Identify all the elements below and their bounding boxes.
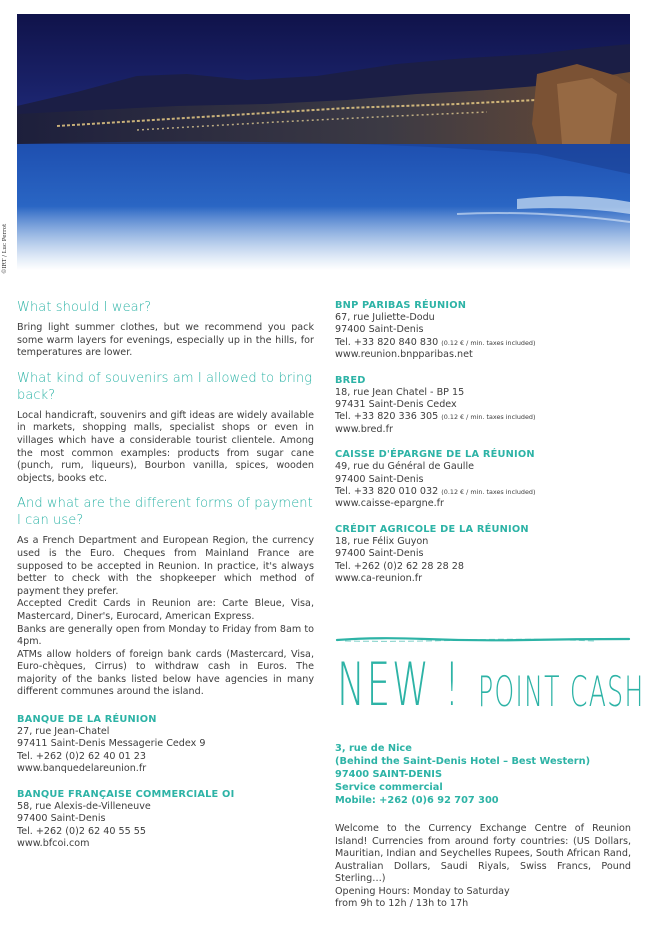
bank-street: 67, rue Juliette-Dodu: [335, 312, 435, 323]
call-rate-note: (0.12 € / min. taxes included): [441, 413, 536, 422]
bank-street: 49, rue du Général de Gaulle: [335, 461, 475, 473]
address-mobile: Mobile: +262 (0)6 92 707 300: [335, 795, 499, 806]
bank-street: 58, rue Alexis-de-Villeneuve: [17, 800, 151, 812]
bank-city: 97400 Saint-Denis: [335, 324, 424, 336]
bank-name: CRÉDIT AGRICOLE DE LA RÉUNION: [335, 523, 529, 535]
bank-city: 97400 Saint-Denis: [17, 813, 106, 825]
paragraph-atms: ATMs allow holders of foreign bank cards (Mastercard, Visa, Euro-chèques, Cirrus) to withdraw cash in Euros. The majority of the banks listed below have agencies in many different communes around the island.: [17, 648, 314, 698]
paragraph-souvenirs: Local handicraft, souvenirs and gift ideas are widely available in markets, shopping malls, specialist shops or even in villages which have a considerable tourist clientele. Among the most common examples: products from sugar cane (punch, rum, liqueurs), Bourbon vanilla, spices, wooden objects, books etc.: [17, 409, 314, 484]
bank-phone: Tel. +33 820 840 830 (0.12 € / min. taxes included): [335, 336, 536, 348]
bank-entry: [335, 299, 631, 362]
heading-souvenirs: What kind of souvenirs am I allowed to bring back?: [17, 370, 313, 403]
bank-website-link[interactable]: www.reunion.bnpparibas.net: [335, 349, 473, 361]
bank-street: 27, rue Jean-Chatel: [17, 726, 110, 738]
paragraph-what-to-wear: Bring light summer clothes, but we recommend you pack some warm layers for evenings, especially up in the hills, for temperatures are lower.: [17, 322, 314, 359]
new-label: NEW !: [337, 650, 462, 720]
paragraph-credit-cards: Accepted Credit Cards in Reunion are: Carte Bleue, Visa, Mastercard, Diner's, Eurocard, American Express.: [17, 598, 314, 622]
photo-credit: ©IRT / Luc Perrot: [2, 223, 8, 274]
bank-name: BANQUE FRANÇAISE COMMERCIALE OI: [17, 788, 235, 800]
opening-hours-days: Opening Hours: Monday to Saturday: [335, 885, 510, 897]
bank-phone: Tel. +262 (0)2 62 40 55 55: [17, 825, 147, 837]
brush-divider: [335, 630, 631, 640]
opening-hours-times: from 9h to 12h / 13h to 17h: [335, 898, 469, 909]
bank-website-link[interactable]: www.ca-reunion.fr: [335, 573, 423, 585]
bank-city: 97400 Saint-Denis: [335, 548, 424, 560]
call-rate-note: (0.12 € / min. taxes included): [441, 488, 536, 497]
bank-entry: [335, 374, 631, 437]
heading-what-to-wear: What should I wear?: [17, 300, 152, 315]
address-street: 3, rue de Nice: [335, 743, 412, 754]
bank-website-link[interactable]: www.caisse-epargne.fr: [335, 498, 444, 510]
paragraph-bank-hours: Banks are generally open from Monday to Friday from 8am to 4pm.: [17, 623, 314, 648]
bank-phone: Tel. +33 820 336 305 (0.12 € / min. taxes included): [335, 411, 536, 423]
bank-name: BANQUE DE LA RÉUNION: [17, 714, 157, 726]
bank-name: BNP PARIBAS RÉUNION: [335, 300, 467, 311]
bank-website-link[interactable]: www.bfcoi.com: [17, 837, 90, 849]
welcome-text: Welcome to the Currency Exchange Centre of Reunion Island! Currencies from around forty countries: (US Dollars, Mauritian, Indian and Seychelles Rupees, South African Rand, Australian Dollars, Saudi Riyals, Swiss Francs, Pound Sterling…): [335, 823, 631, 884]
right-column: [335, 299, 631, 598]
bank-name: CAISSE D'ÉPARGNE DE LA RÉUNION: [335, 449, 535, 461]
heading-payment: And what are the different forms of payment I can use?: [17, 496, 313, 529]
point-cash-description: [335, 823, 631, 911]
point-cash-title: [335, 648, 645, 728]
call-rate-note: (0.12 € / min. taxes included): [441, 338, 536, 347]
bank-city: 97400 Saint-Denis: [335, 473, 424, 485]
bank-phone: Tel. +262 (0)2 62 28 28 28: [335, 560, 465, 572]
left-column: [17, 299, 314, 862]
bank-website-link[interactable]: www.banquedelareunion.fr: [17, 763, 147, 775]
coastline-photo: [17, 14, 630, 270]
bank-website-link[interactable]: www.bred.fr: [335, 423, 393, 435]
address-service: Service commercial: [335, 782, 443, 793]
bank-entry: [335, 448, 631, 511]
point-cash-label: POINT CASH: [478, 667, 645, 716]
bank-city: 97411 Saint-Denis Messagerie Cedex 9: [17, 738, 206, 750]
address-note: (Behind the Saint-Denis Hotel – Best Western): [335, 756, 591, 767]
bank-street: 18, rue Jean Chatel - BP 15: [335, 386, 465, 398]
bank-entry: [17, 788, 314, 851]
address-city: 97400 SAINT-DENIS: [335, 769, 443, 780]
bank-entry: [335, 523, 631, 586]
bank-name: BRED: [335, 374, 366, 386]
bank-street: 18, rue Félix Guyon: [335, 535, 429, 547]
bank-city: 97431 Saint-Denis Cedex: [335, 399, 457, 411]
bank-phone: Tel. +262 (0)2 62 40 01 23: [17, 750, 147, 762]
bank-phone: Tel. +33 820 010 032 (0.12 € / min. taxes included): [335, 486, 536, 498]
point-cash-address: [335, 742, 631, 807]
bank-entry: [17, 713, 314, 776]
paragraph-currency: As a French Department and European Region, the currency used is the Euro. Cheques from Mainland France are supposed to be accepted in Reunion. In practice, it's always better to check with the shopkeeper which method of payment they prefer.: [17, 535, 314, 597]
